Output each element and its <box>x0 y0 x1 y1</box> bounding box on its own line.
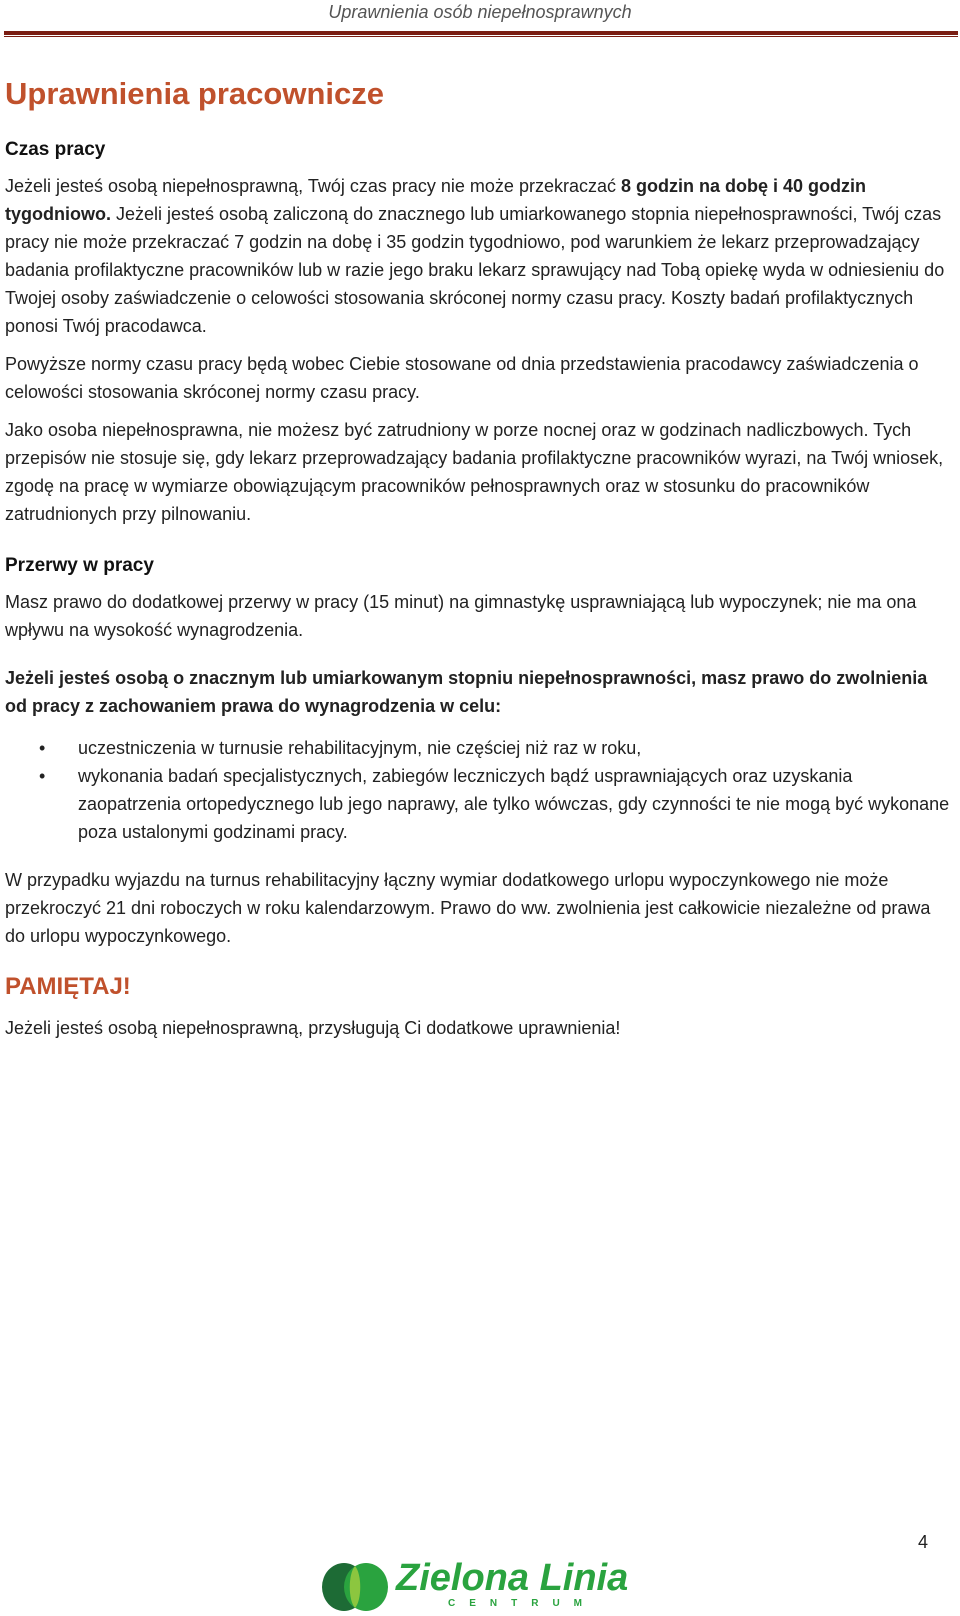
list-item <box>5 734 950 762</box>
logo-subtitle: CENTRUM <box>448 1598 596 1609</box>
page-number: 4 <box>917 1532 928 1552</box>
section-heading-breaks: Przerwy w pracy <box>5 555 154 576</box>
reminder-text: Jeżeli jesteś osobą niepełnosprawną, przysługują Ci dodatkowe uprawnienia! <box>5 1018 621 1038</box>
header-rule <box>4 31 958 37</box>
work-time-paragraph-3: Jako osoba niepełnosprawna, nie możesz być zatrudniony w porze nocnej oraz w godzinach nadliczbowych. Tych przepisów nie stosuje się, gdy lekarz przeprowadzający badania profilaktyczne pracowników wyrazi, na Twój wniosek, zgodę na pracę w wymiarze obowiązującym pracowników pełnosprawnych oraz w stosunku do pracowników zatrudnionych przy pilnowaniu. <box>5 420 944 524</box>
page-content <box>5 72 950 1052</box>
list-item-text: uczestniczenia w turnusie rehabilitacyjnym, nie częściej niż raz w roku, <box>78 738 642 758</box>
zielona-linia-logo <box>322 1556 642 1616</box>
breaks-paragraph-2: Jeżeli jesteś osobą o znacznym lub umiarkowanym stopniu niepełnosprawności, masz prawo do zwolnienia od pracy z zachowaniem prawa do wynagrodzenia w celu: <box>5 668 928 716</box>
work-time-paragraph-1 <box>5 172 950 340</box>
leave-purposes-list <box>5 734 950 846</box>
logo-mark-icon <box>322 1562 388 1612</box>
reminder-heading: PAMIĘTAJ! <box>5 973 131 1000</box>
page-title: Uprawnienia pracownicze <box>5 76 384 111</box>
breaks-paragraph-3: W przypadku wyjazdu na turnus rehabilitacyjny łączny wymiar dodatkowego urlopu wypoczynkowego nie może przekroczyć 21 dni roboczych w roku kalendarzowym. Prawo do ww. zwolnienia jest całkowicie niezależne od prawa do urlopu wypoczynkowego. <box>5 870 931 946</box>
bullet-icon: • <box>39 738 46 758</box>
list-item-text: wykonania badań specjalistycznych, zabiegów leczniczych bądź usprawniających oraz uzyskania zaopatrzenia ortopedycznego lub jego naprawy, ale tylko wówczas, gdy czynności te nie mogą być wykonane poza ustalonymi godzinami pracy. <box>78 766 950 842</box>
running-header: Uprawnienia osób niepełnosprawnych <box>328 2 632 22</box>
work-time-paragraph-2: Powyższe normy czasu pracy będą wobec Ciebie stosowane od dnia przedstawienia pracodawcy zaświadczenia o celowości stosowania skróconej normy czasu pracy. <box>5 354 919 402</box>
list-item <box>5 762 950 846</box>
logo-title: Zielona Linia <box>396 1557 629 1599</box>
section-heading-work-time: Czas pracy <box>5 139 106 160</box>
work-time-details: Jeżeli jesteś osobą zaliczoną do znacznego lub umiarkowanego stopnia niepełnosprawności, Twój czas pracy nie może przekraczać 7 godzin na dobę i 35 godzin tygodniowo, pod warunkiem że lekarz przeprowadzający badania profilaktyczne pracowników lub w razie jego braku lekarz sprawujący nad Tobą opiekę wyda w odniesieniu do Twojej osoby zaświadczenie o celowości stosowania skróconej normy czasu pracy. Koszty badań profilaktycznych ponosi Twój pracodawca. <box>5 204 945 336</box>
bullet-icon: • <box>39 766 46 786</box>
work-time-intro: Jeżeli jesteś osobą niepełnosprawną, Twój czas pracy nie może przekraczać <box>5 176 621 196</box>
breaks-paragraph-1: Masz prawo do dodatkowej przerwy w pracy (15 minut) na gimnastykę usprawniającą lub wypoczynek; nie ma ona wpływu na wysokość wynagrodzenia. <box>5 592 917 640</box>
work-time-limit: 8 godzin na dobę i 40 godzin tygodniowo. <box>5 176 866 224</box>
